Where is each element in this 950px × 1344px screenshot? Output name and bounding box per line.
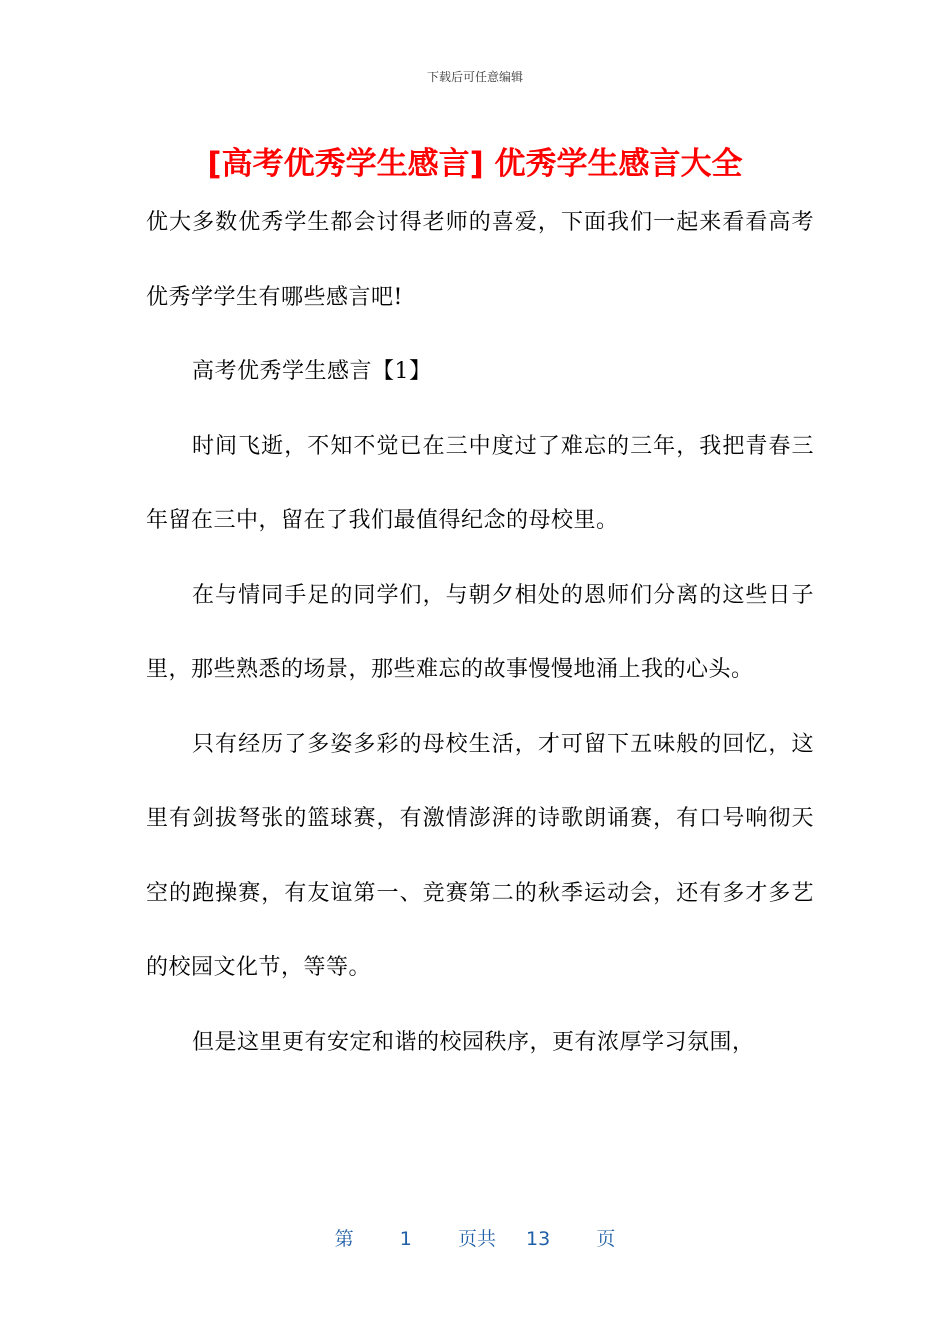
page-prefix: 第 (334, 1228, 354, 1250)
paragraph: 在与情同手足的同学们，与朝夕相处的恩师们分离的这些日子里，那些熟悉的场景，那些难忘的故事慢慢地涌上我的心头。 (146, 582, 814, 682)
page-middle: 页共 (457, 1228, 496, 1250)
document-title: [高考优秀学生感言] 优秀学生感言大全 (207, 146, 743, 182)
page-suffix: 页 (596, 1228, 616, 1250)
page-current: 1 (399, 1228, 412, 1250)
paragraph: 但是这里更有安定和谐的校园秩序，更有浓厚学习氛围， (192, 1029, 755, 1055)
paragraph-intro: 优大多数优秀学生都会讨得老师的喜爱，下面我们一起来看看高考优秀学学生有哪些感言吧! (146, 210, 814, 310)
document-body (146, 186, 814, 1080)
page-footer (0, 1224, 950, 1251)
paragraph: 时间飞逝，不知不觉已在三中度过了难忘的三年，我把青春三年留在三中，留在了我们最值得纪念的母校里。 (146, 433, 814, 533)
paragraph: 只有经历了多姿多彩的母校生活，才可留下五味般的回忆，这里有剑拔弩张的篮球赛，有激情澎湃的诗歌朗诵赛，有口号响彻天空的跑操赛，有友谊第一、竞赛第二的秋季运动会，还有多才多艺的校园文化节，等等。 (146, 731, 814, 980)
page-total: 13 (526, 1228, 551, 1250)
section-heading: 高考优秀学生感言【1】 (192, 359, 432, 384)
header-note: 下载后可任意编辑 (426, 70, 523, 84)
